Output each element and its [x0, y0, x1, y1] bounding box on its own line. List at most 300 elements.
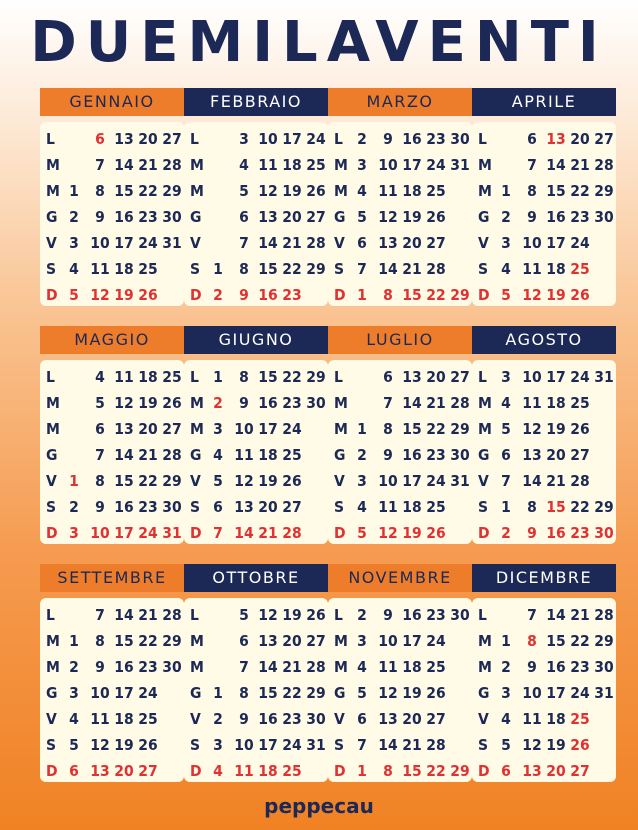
date-number: 8: [527, 498, 537, 516]
date-number: 15: [546, 498, 566, 516]
date-number: 12: [378, 208, 398, 226]
week-day-row: [46, 468, 182, 494]
date-number: 14: [546, 606, 566, 624]
date-number: 6: [383, 368, 393, 386]
day-of-week-label: L: [190, 606, 199, 624]
date-number: 30: [306, 710, 326, 728]
date-number: 16: [114, 208, 134, 226]
day-of-week-label: L: [334, 606, 343, 624]
month-name: MARZO: [328, 88, 472, 116]
date-number: 21: [426, 394, 446, 412]
date-number: 21: [402, 260, 422, 278]
day-of-week-label: S: [190, 736, 201, 754]
month-name: MAGGIO: [40, 326, 184, 354]
week-day-row: [46, 758, 158, 784]
week-day-row: [46, 706, 158, 732]
week-day-row: [46, 602, 182, 628]
day-of-week-label: G: [334, 208, 346, 226]
day-of-week-label: D: [190, 286, 202, 304]
day-of-week-label: L: [190, 368, 199, 386]
day-of-week-label: G: [334, 446, 346, 464]
day-of-week-label: L: [46, 606, 55, 624]
date-number: 28: [426, 260, 446, 278]
date-number: 9: [239, 286, 249, 304]
date-number: 9: [527, 208, 537, 226]
date-number: 14: [402, 394, 422, 412]
date-number: 2: [357, 606, 367, 624]
month-ottobre: [184, 564, 328, 782]
date-number: 11: [258, 156, 278, 174]
date-number: 3: [69, 234, 79, 252]
week-day-row: [478, 416, 590, 442]
date-number: 31: [594, 684, 614, 702]
date-number: 15: [258, 684, 278, 702]
date-number: 2: [69, 208, 79, 226]
day-of-week-label: S: [334, 260, 345, 278]
date-number: 17: [402, 472, 422, 490]
date-number: 7: [95, 446, 105, 464]
date-number: 16: [402, 446, 422, 464]
week-day-row: [190, 520, 302, 546]
week-day-row: [46, 628, 182, 654]
date-number: 20: [402, 234, 422, 252]
day-of-week-label: L: [190, 130, 199, 148]
week-day-row: [190, 230, 326, 256]
date-number: 8: [239, 368, 249, 386]
date-number: 3: [69, 684, 79, 702]
date-number: 18: [546, 394, 566, 412]
date-number: 24: [426, 632, 446, 650]
month-days-panel: [328, 122, 472, 306]
date-number: 22: [282, 684, 302, 702]
date-number: 27: [306, 208, 326, 226]
date-number: 26: [570, 736, 590, 754]
week-day-row: [334, 282, 470, 308]
date-number: 17: [282, 130, 302, 148]
week-day-row: [478, 732, 590, 758]
date-number: 5: [501, 420, 511, 438]
date-number: 10: [90, 524, 110, 542]
date-number: 25: [570, 710, 590, 728]
date-number: 25: [570, 260, 590, 278]
date-number: 20: [114, 762, 134, 780]
date-number: 24: [570, 234, 590, 252]
week-day-row: [478, 390, 590, 416]
date-number: 30: [162, 658, 182, 676]
date-number: 26: [570, 286, 590, 304]
day-of-week-label: M: [334, 156, 348, 174]
date-number: 30: [306, 394, 326, 412]
date-number: 11: [90, 260, 110, 278]
day-of-week-label: M: [478, 156, 492, 174]
date-number: 6: [239, 632, 249, 650]
day-of-week-label: L: [334, 130, 343, 148]
day-of-week-label: V: [190, 710, 201, 728]
date-number: 12: [378, 524, 398, 542]
date-number: 9: [527, 524, 537, 542]
day-of-week-label: S: [334, 498, 345, 516]
date-number: 20: [258, 498, 278, 516]
date-number: 24: [138, 524, 158, 542]
date-number: 27: [426, 710, 446, 728]
month-name: GIUGNO: [184, 326, 328, 354]
date-number: 8: [527, 182, 537, 200]
date-number: 5: [69, 286, 79, 304]
week-day-row: [190, 256, 326, 282]
date-number: 23: [426, 606, 446, 624]
week-day-row: [334, 732, 446, 758]
week-day-row: [478, 706, 590, 732]
date-number: 13: [114, 130, 134, 148]
date-number: 24: [306, 130, 326, 148]
day-of-week-label: D: [46, 524, 58, 542]
day-of-week-label: S: [46, 736, 57, 754]
month-days-panel: [40, 360, 184, 544]
week-day-row: [46, 654, 182, 680]
date-number: 21: [282, 658, 302, 676]
week-day-row: [334, 178, 446, 204]
date-number: 9: [239, 394, 249, 412]
week-day-row: [190, 628, 326, 654]
week-day-row: [334, 230, 446, 256]
date-number: 10: [90, 684, 110, 702]
week-day-row: [46, 442, 182, 468]
date-number: 31: [594, 368, 614, 386]
date-number: 22: [426, 286, 446, 304]
date-number: 22: [138, 632, 158, 650]
date-number: 3: [501, 684, 511, 702]
date-number: 13: [546, 130, 566, 148]
date-number: 4: [357, 182, 367, 200]
month-aprile: [472, 88, 616, 306]
date-number: 16: [546, 658, 566, 676]
date-number: 6: [501, 446, 511, 464]
date-number: 8: [239, 260, 249, 278]
day-of-week-label: S: [46, 498, 57, 516]
week-day-row: [334, 364, 470, 390]
day-of-week-label: M: [46, 182, 60, 200]
day-of-week-label: L: [478, 606, 487, 624]
month-maggio: [40, 326, 184, 544]
date-number: 13: [402, 368, 422, 386]
date-number: 17: [402, 632, 422, 650]
date-number: 28: [594, 156, 614, 174]
date-number: 29: [450, 286, 470, 304]
date-number: 5: [501, 736, 511, 754]
date-number: 14: [378, 260, 398, 278]
date-number: 9: [383, 130, 393, 148]
date-number: 3: [501, 234, 511, 252]
date-number: 30: [450, 606, 470, 624]
week-day-row: [478, 282, 590, 308]
date-number: 28: [282, 524, 302, 542]
week-day-row: [46, 732, 158, 758]
date-number: 15: [258, 260, 278, 278]
week-day-row: [478, 520, 614, 546]
date-number: 20: [546, 762, 566, 780]
date-number: 2: [357, 130, 367, 148]
date-number: 10: [234, 420, 254, 438]
date-number: 19: [114, 286, 134, 304]
month-name: SETTEMBRE: [40, 564, 184, 592]
day-of-week-label: D: [190, 762, 202, 780]
date-number: 7: [501, 472, 511, 490]
date-number: 21: [282, 234, 302, 252]
date-number: 26: [426, 684, 446, 702]
date-number: 4: [213, 762, 223, 780]
month-name: OTTOBRE: [184, 564, 328, 592]
date-number: 6: [213, 498, 223, 516]
date-number: 8: [239, 684, 249, 702]
date-number: 10: [234, 736, 254, 754]
date-number: 1: [69, 632, 79, 650]
day-of-week-label: M: [46, 420, 60, 438]
date-number: 29: [306, 368, 326, 386]
week-day-row: [334, 126, 470, 152]
date-number: 1: [69, 472, 79, 490]
day-of-week-label: V: [478, 472, 489, 490]
date-number: 6: [357, 710, 367, 728]
date-number: 19: [402, 684, 422, 702]
date-number: 25: [162, 368, 182, 386]
date-number: 21: [402, 736, 422, 754]
date-number: 12: [90, 286, 110, 304]
date-number: 4: [239, 156, 249, 174]
month-days-panel: [40, 122, 184, 306]
date-number: 7: [527, 156, 537, 174]
date-number: 3: [357, 156, 367, 174]
date-number: 22: [138, 182, 158, 200]
month-name: NOVEMBRE: [328, 564, 472, 592]
date-number: 5: [501, 286, 511, 304]
date-number: 20: [282, 208, 302, 226]
date-number: 3: [357, 472, 367, 490]
date-number: 27: [138, 762, 158, 780]
date-number: 1: [213, 368, 223, 386]
date-number: 18: [258, 446, 278, 464]
week-day-row: [190, 758, 302, 784]
date-number: 29: [306, 260, 326, 278]
date-number: 29: [450, 762, 470, 780]
date-number: 2: [213, 394, 223, 412]
date-number: 13: [378, 710, 398, 728]
date-number: 7: [239, 234, 249, 252]
date-number: 20: [282, 632, 302, 650]
date-number: 22: [426, 762, 446, 780]
day-of-week-label: V: [46, 234, 57, 252]
week-day-row: [334, 256, 446, 282]
date-number: 19: [282, 182, 302, 200]
month-febbraio: [184, 88, 328, 306]
date-number: 27: [306, 632, 326, 650]
date-number: 11: [522, 394, 542, 412]
date-number: 26: [426, 208, 446, 226]
author-signature: peppecau: [264, 794, 374, 818]
date-number: 14: [114, 156, 134, 174]
date-number: 29: [162, 472, 182, 490]
date-number: 26: [306, 606, 326, 624]
date-number: 31: [162, 524, 182, 542]
date-number: 15: [546, 182, 566, 200]
date-number: 23: [570, 208, 590, 226]
date-number: 25: [426, 498, 446, 516]
date-number: 18: [546, 710, 566, 728]
date-number: 24: [426, 472, 446, 490]
date-number: 26: [306, 182, 326, 200]
date-number: 4: [501, 710, 511, 728]
day-of-week-label: S: [190, 260, 201, 278]
date-number: 13: [258, 632, 278, 650]
date-number: 26: [138, 736, 158, 754]
month-days-panel: [184, 598, 328, 782]
week-day-row: [334, 152, 470, 178]
date-number: 3: [213, 420, 223, 438]
day-of-week-label: V: [46, 710, 57, 728]
week-day-row: [46, 390, 182, 416]
date-number: 27: [450, 368, 470, 386]
date-number: 5: [95, 394, 105, 412]
date-number: 23: [282, 394, 302, 412]
week-day-row: [478, 442, 590, 468]
month-days-panel: [40, 598, 184, 782]
week-day-row: [190, 416, 302, 442]
date-number: 9: [383, 446, 393, 464]
week-day-row: [478, 468, 590, 494]
day-of-week-label: L: [46, 130, 55, 148]
date-number: 26: [138, 286, 158, 304]
week-day-row: [478, 204, 614, 230]
date-number: 16: [258, 394, 278, 412]
date-number: 13: [522, 446, 542, 464]
date-number: 10: [378, 156, 398, 174]
day-of-week-label: G: [190, 684, 202, 702]
date-number: 29: [162, 182, 182, 200]
week-day-row: [334, 494, 446, 520]
day-of-week-label: G: [478, 446, 490, 464]
week-day-row: [190, 442, 302, 468]
date-number: 12: [522, 420, 542, 438]
day-of-week-label: M: [46, 632, 60, 650]
day-of-week-label: D: [334, 524, 346, 542]
date-number: 28: [570, 472, 590, 490]
date-number: 14: [258, 658, 278, 676]
date-number: 1: [69, 182, 79, 200]
month-agosto: [472, 326, 616, 544]
date-number: 17: [258, 736, 278, 754]
day-of-week-label: L: [46, 368, 55, 386]
date-number: 25: [138, 260, 158, 278]
date-number: 14: [546, 156, 566, 174]
date-number: 16: [114, 498, 134, 516]
week-day-row: [46, 282, 158, 308]
date-number: 17: [546, 368, 566, 386]
date-number: 19: [114, 736, 134, 754]
date-number: 30: [450, 446, 470, 464]
date-number: 5: [357, 684, 367, 702]
date-number: 17: [114, 524, 134, 542]
day-of-week-label: G: [46, 446, 58, 464]
date-number: 14: [522, 472, 542, 490]
date-number: 7: [383, 394, 393, 412]
date-number: 18: [114, 710, 134, 728]
date-number: 13: [522, 762, 542, 780]
date-number: 7: [527, 606, 537, 624]
week-day-row: [190, 282, 302, 308]
date-number: 1: [501, 182, 511, 200]
date-number: 2: [357, 446, 367, 464]
date-number: 20: [138, 130, 158, 148]
day-of-week-label: S: [46, 260, 57, 278]
week-day-row: [334, 416, 470, 442]
date-number: 7: [357, 736, 367, 754]
week-day-row: [334, 706, 446, 732]
date-number: 24: [138, 684, 158, 702]
date-number: 24: [282, 420, 302, 438]
month-dicembre: [472, 564, 616, 782]
date-number: 6: [527, 130, 537, 148]
date-number: 3: [69, 524, 79, 542]
day-of-week-label: S: [190, 498, 201, 516]
date-number: 12: [258, 182, 278, 200]
date-number: 11: [522, 260, 542, 278]
month-days-panel: [328, 360, 472, 544]
day-of-week-label: S: [478, 260, 489, 278]
date-number: 16: [114, 658, 134, 676]
week-day-row: [190, 390, 326, 416]
date-number: 2: [213, 286, 223, 304]
date-number: 29: [306, 684, 326, 702]
day-of-week-label: L: [478, 130, 487, 148]
date-number: 14: [258, 234, 278, 252]
date-number: 26: [570, 420, 590, 438]
day-of-week-label: M: [190, 182, 204, 200]
week-day-row: [478, 230, 590, 256]
day-of-week-label: D: [334, 762, 346, 780]
day-of-week-label: S: [334, 736, 345, 754]
date-number: 27: [162, 420, 182, 438]
date-number: 21: [138, 156, 158, 174]
date-number: 4: [501, 394, 511, 412]
date-number: 3: [239, 130, 249, 148]
month-days-panel: [184, 360, 328, 544]
day-of-week-label: M: [334, 182, 348, 200]
date-number: 18: [258, 762, 278, 780]
date-number: 9: [95, 208, 105, 226]
date-number: 14: [114, 446, 134, 464]
date-number: 23: [282, 286, 302, 304]
date-number: 23: [570, 524, 590, 542]
date-number: 29: [594, 498, 614, 516]
date-number: 7: [95, 606, 105, 624]
page-title: DUEMILAVENTI: [30, 10, 608, 75]
date-number: 19: [138, 394, 158, 412]
week-day-row: [478, 364, 614, 390]
date-number: 15: [114, 632, 134, 650]
date-number: 15: [258, 368, 278, 386]
date-number: 12: [378, 684, 398, 702]
date-number: 9: [95, 658, 105, 676]
day-of-week-label: M: [190, 632, 204, 650]
date-number: 8: [383, 762, 393, 780]
day-of-week-label: G: [190, 208, 202, 226]
date-number: 19: [402, 524, 422, 542]
date-number: 22: [282, 260, 302, 278]
date-number: 23: [138, 658, 158, 676]
date-number: 23: [426, 446, 446, 464]
date-number: 17: [258, 420, 278, 438]
date-number: 8: [527, 632, 537, 650]
day-of-week-label: M: [478, 632, 492, 650]
